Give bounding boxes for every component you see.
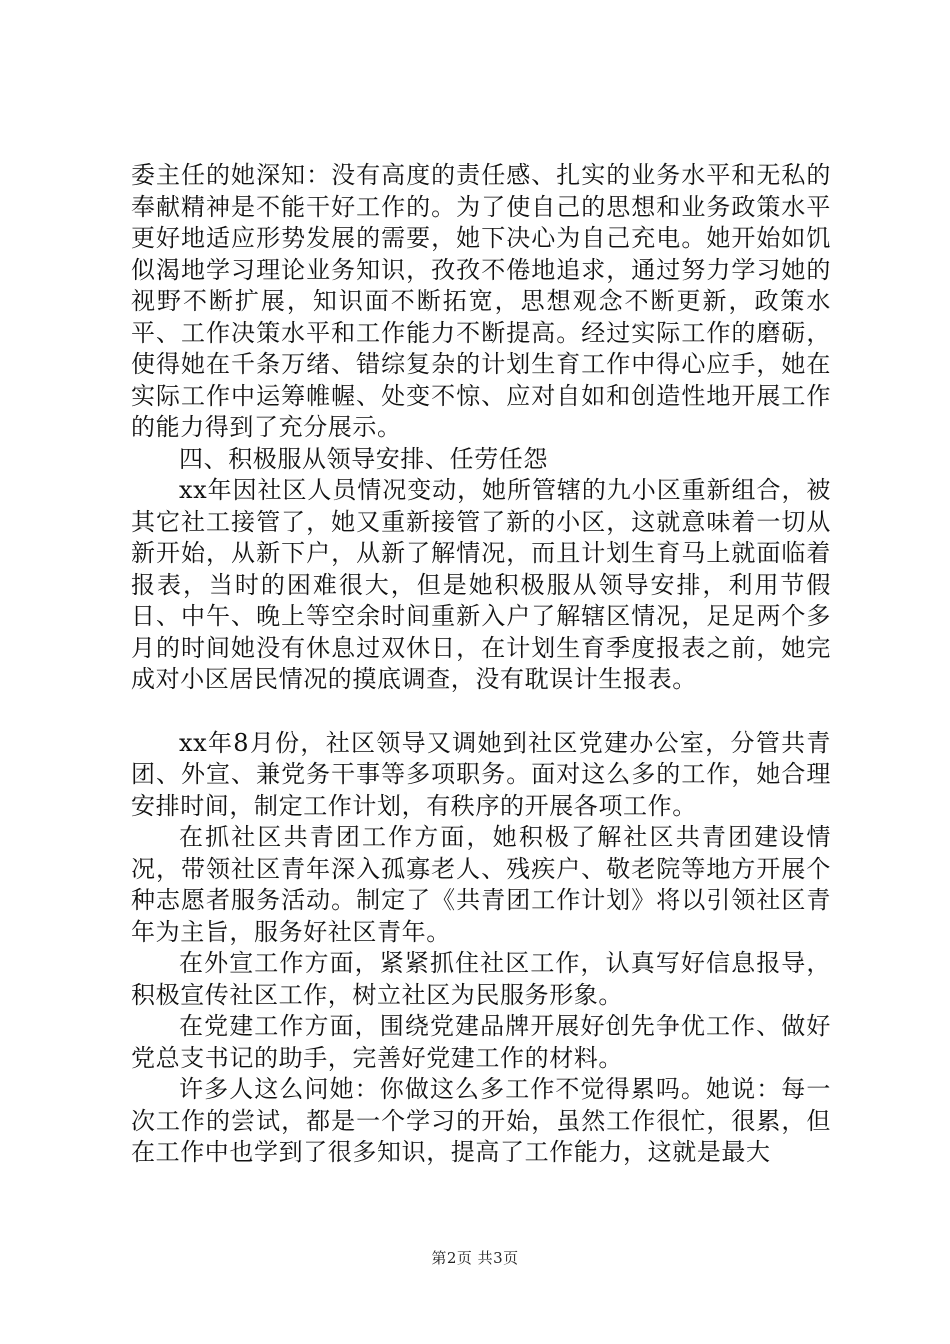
document-body	[131, 160, 831, 1169]
paragraph: 在党建工作方面，围绕党建品牌开展好创先争优工作、做好党总支书记的助手，完善好党建工作的材料。	[131, 1012, 831, 1072]
paragraph: xx年8月份，社区领导又调她到社区党建办公室，分管共青团、外宣、兼党务干事等多项职务。面对这么多的工作，她合理安排时间，制定工作计划，有秩序的开展各项工作。	[131, 728, 831, 820]
paragraph: xx年因社区人员情况变动，她所管辖的九小区重新组合，被其它社工接管了，她又重新接管了新的小区，这就意味着一切从新开始，从新下户，从新了解情况，而且计划生育马上就面临着报表，当时的困难很大，但是她积极服从领导安排，利用节假日、中午、晚上等空余时间重新入户了解辖区情况，足足两个多月的时间她没有休息过双休日，在计划生育季度报表之前，她完成对小区居民情况的摸底调查，没有耽误计生报表。	[131, 476, 831, 693]
page-footer: 第2页 共3页	[431, 1249, 519, 1267]
paragraph: 在抓社区共青团工作方面，她积极了解社区共青团建设情况，带领社区青年深入孤寡老人、残疾户、敬老院等地方开展个种志愿者服务活动。制定了《共青团工作计划》将以引领社区青年为主旨，服务好社区青年。	[131, 823, 831, 946]
section-heading: 四、积极服从领导安排、任劳任怨	[179, 444, 548, 473]
paragraph-continued: 委主任的她深知：没有高度的责任感、扎实的业务水平和无私的奉献精神是不能干好工作的。为了使自己的思想和业务政策水平更好地适应形势发展的需要，她下决心为自己充电。她开始如饥似渴地学习理论业务知识，孜孜不倦地追求，通过努力学习她的视野不断扩展，知识面不断拓宽，思想观念不断更新，政策水平、工作决策水平和工作能力不断提高。经过实际工作的磨砺，使得她在千条万绪、错综复杂的计划生育工作中得心应手，她在实际工作中运筹帷幄、处变不惊、应对自如和创造性地开展工作的能力得到了充分展示。	[131, 161, 831, 441]
paragraph: 许多人这么问她：你做这么多工作不觉得累吗。她说：每一次工作的尝试，都是一个学习的开始，虽然工作很忙，很累，但在工作中也学到了很多知识，提高了工作能力，这就是最大	[131, 1075, 831, 1166]
paragraph: 在外宣工作方面，紧紧抓住社区工作，认真写好信息报导，积极宣传社区工作，树立社区为民服务形象。	[131, 949, 831, 1009]
